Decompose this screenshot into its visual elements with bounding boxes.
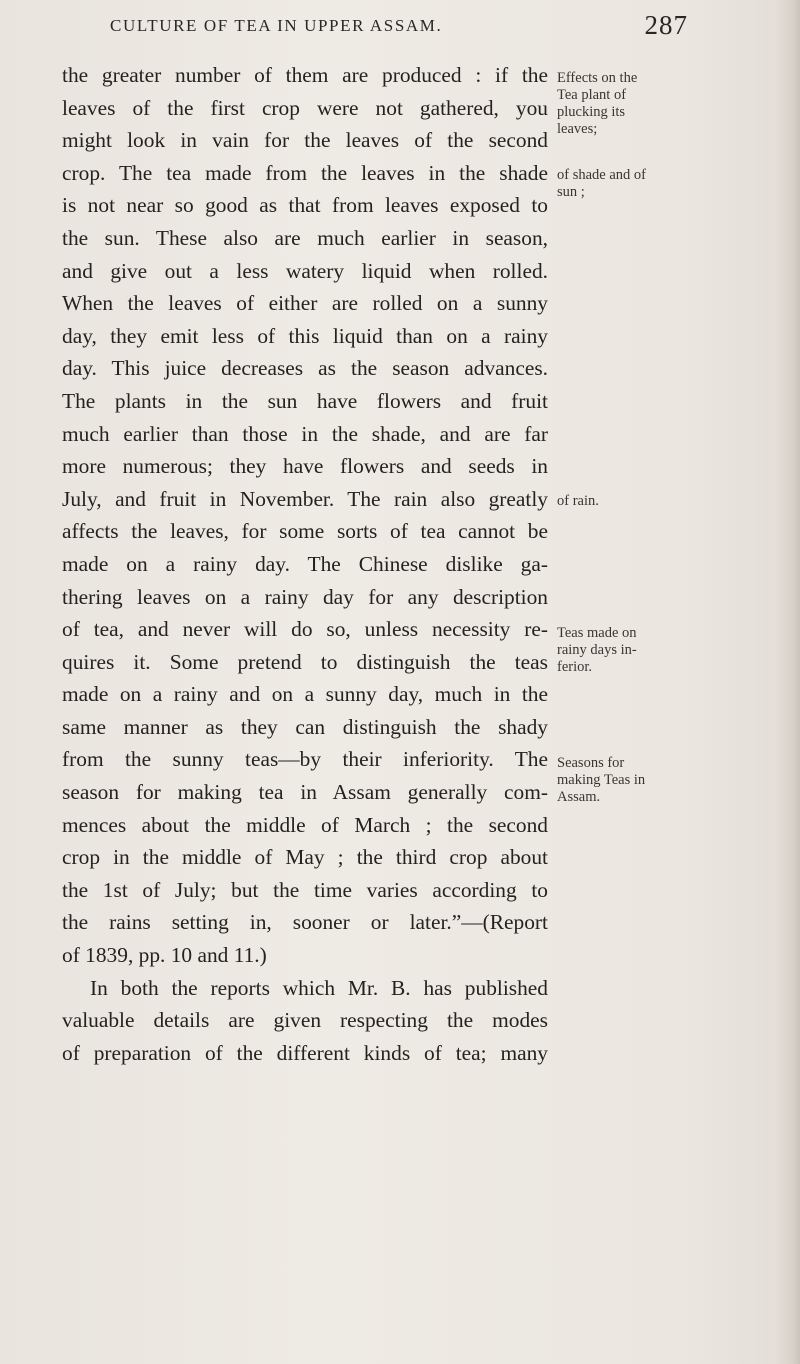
page-number: 287 (644, 10, 688, 40)
body-line: made on a rainy day. The Chinese dislike ga- (62, 551, 548, 576)
sidenote-shade-sun (557, 167, 677, 201)
body-line: mences about the middle of March ; the second (62, 812, 548, 837)
sidenote-line: sun ; (557, 184, 585, 200)
body-line: The plants in the sun have flowers and fruit (62, 388, 548, 413)
body-line: crop in the middle of May ; the third crop about (62, 845, 548, 870)
sidenote-line: of rain. (557, 493, 599, 509)
body-line: leaves of the first crop were not gathered, you (62, 95, 548, 120)
running-title: CULTURE OF TEA IN UPPER ASSAM. (110, 16, 443, 35)
sidenote-line: Assam. (557, 789, 601, 805)
body-line: from the sunny teas—by their inferiority. The (62, 747, 548, 772)
body-line: made on a rainy and on a sunny day, much in the (62, 682, 548, 707)
body-line: is not near so good as that from leaves exposed to (62, 193, 548, 218)
page-edge-shadow (774, 0, 800, 1364)
sidenote-line: Teas made on (557, 625, 637, 641)
body-line: crop. The tea made from the leaves in the shade (62, 160, 548, 185)
sidenote-line: plucking its (557, 104, 626, 120)
body-line: of tea, and never will do so, unless necessity re- (62, 617, 548, 642)
body-line: valuable details are given respecting the modes (62, 1008, 548, 1033)
body-line: same manner as they can distinguish the shady (62, 714, 548, 739)
sidenote-seasons (557, 755, 677, 806)
sidenote-line: rainy days in- (557, 642, 637, 658)
sidenote-line: of shade and of (557, 167, 646, 183)
sidenote-line: ferior. (557, 659, 593, 675)
body-line: quires it. Some pretend to distinguish the teas (62, 649, 548, 674)
body-line: the rains setting in, sooner or later.”—(Report (62, 910, 548, 935)
body-line: season for making tea in Assam generally com- (62, 780, 548, 805)
body-line: When the leaves of either are rolled on a sunny (62, 291, 548, 316)
body-line: of preparation of the different kinds of tea; many (62, 1040, 548, 1065)
sidenote-rain (557, 493, 677, 510)
sidenote-rainy-teas (557, 625, 677, 676)
body-line: day, they emit less of this liquid than on a rainy (62, 323, 548, 348)
body-line: In both the reports which Mr. B. has published (90, 975, 548, 1000)
body-line: the 1st of July; but the time varies according to (62, 877, 548, 902)
sidenote-line: Tea plant of (557, 87, 627, 103)
body-line: the greater number of them are produced : if the (62, 63, 548, 87)
body-line: of 1839, pp. 10 and 11.) (62, 943, 267, 968)
body-line: affects the leaves, for some sorts of tea cannot be (62, 519, 548, 544)
body-text (62, 59, 548, 1069)
body-line: might look in vain for the leaves of the second (62, 128, 548, 153)
sidenote-line: leaves; (557, 121, 598, 137)
sidenote-plucking (557, 70, 677, 138)
sidenote-line: making Teas in (557, 772, 646, 788)
body-line: the sun. These also are much earlier in season, (62, 225, 548, 250)
body-line: thering leaves on a rainy day for any description (62, 584, 548, 609)
body-line: July, and fruit in November. The rain also greatly (62, 486, 548, 511)
sidenote-line: Seasons for (557, 755, 625, 771)
body-line: more numerous; they have flowers and seeds in (62, 454, 548, 479)
page-header (96, 12, 688, 42)
body-line: day. This juice decreases as the season advances. (62, 356, 548, 381)
body-line: and give out a less watery liquid when rolled. (62, 258, 548, 283)
sidenote-line: Effects on the (557, 70, 638, 86)
body-line: much earlier than those in the shade, and are far (62, 421, 548, 446)
